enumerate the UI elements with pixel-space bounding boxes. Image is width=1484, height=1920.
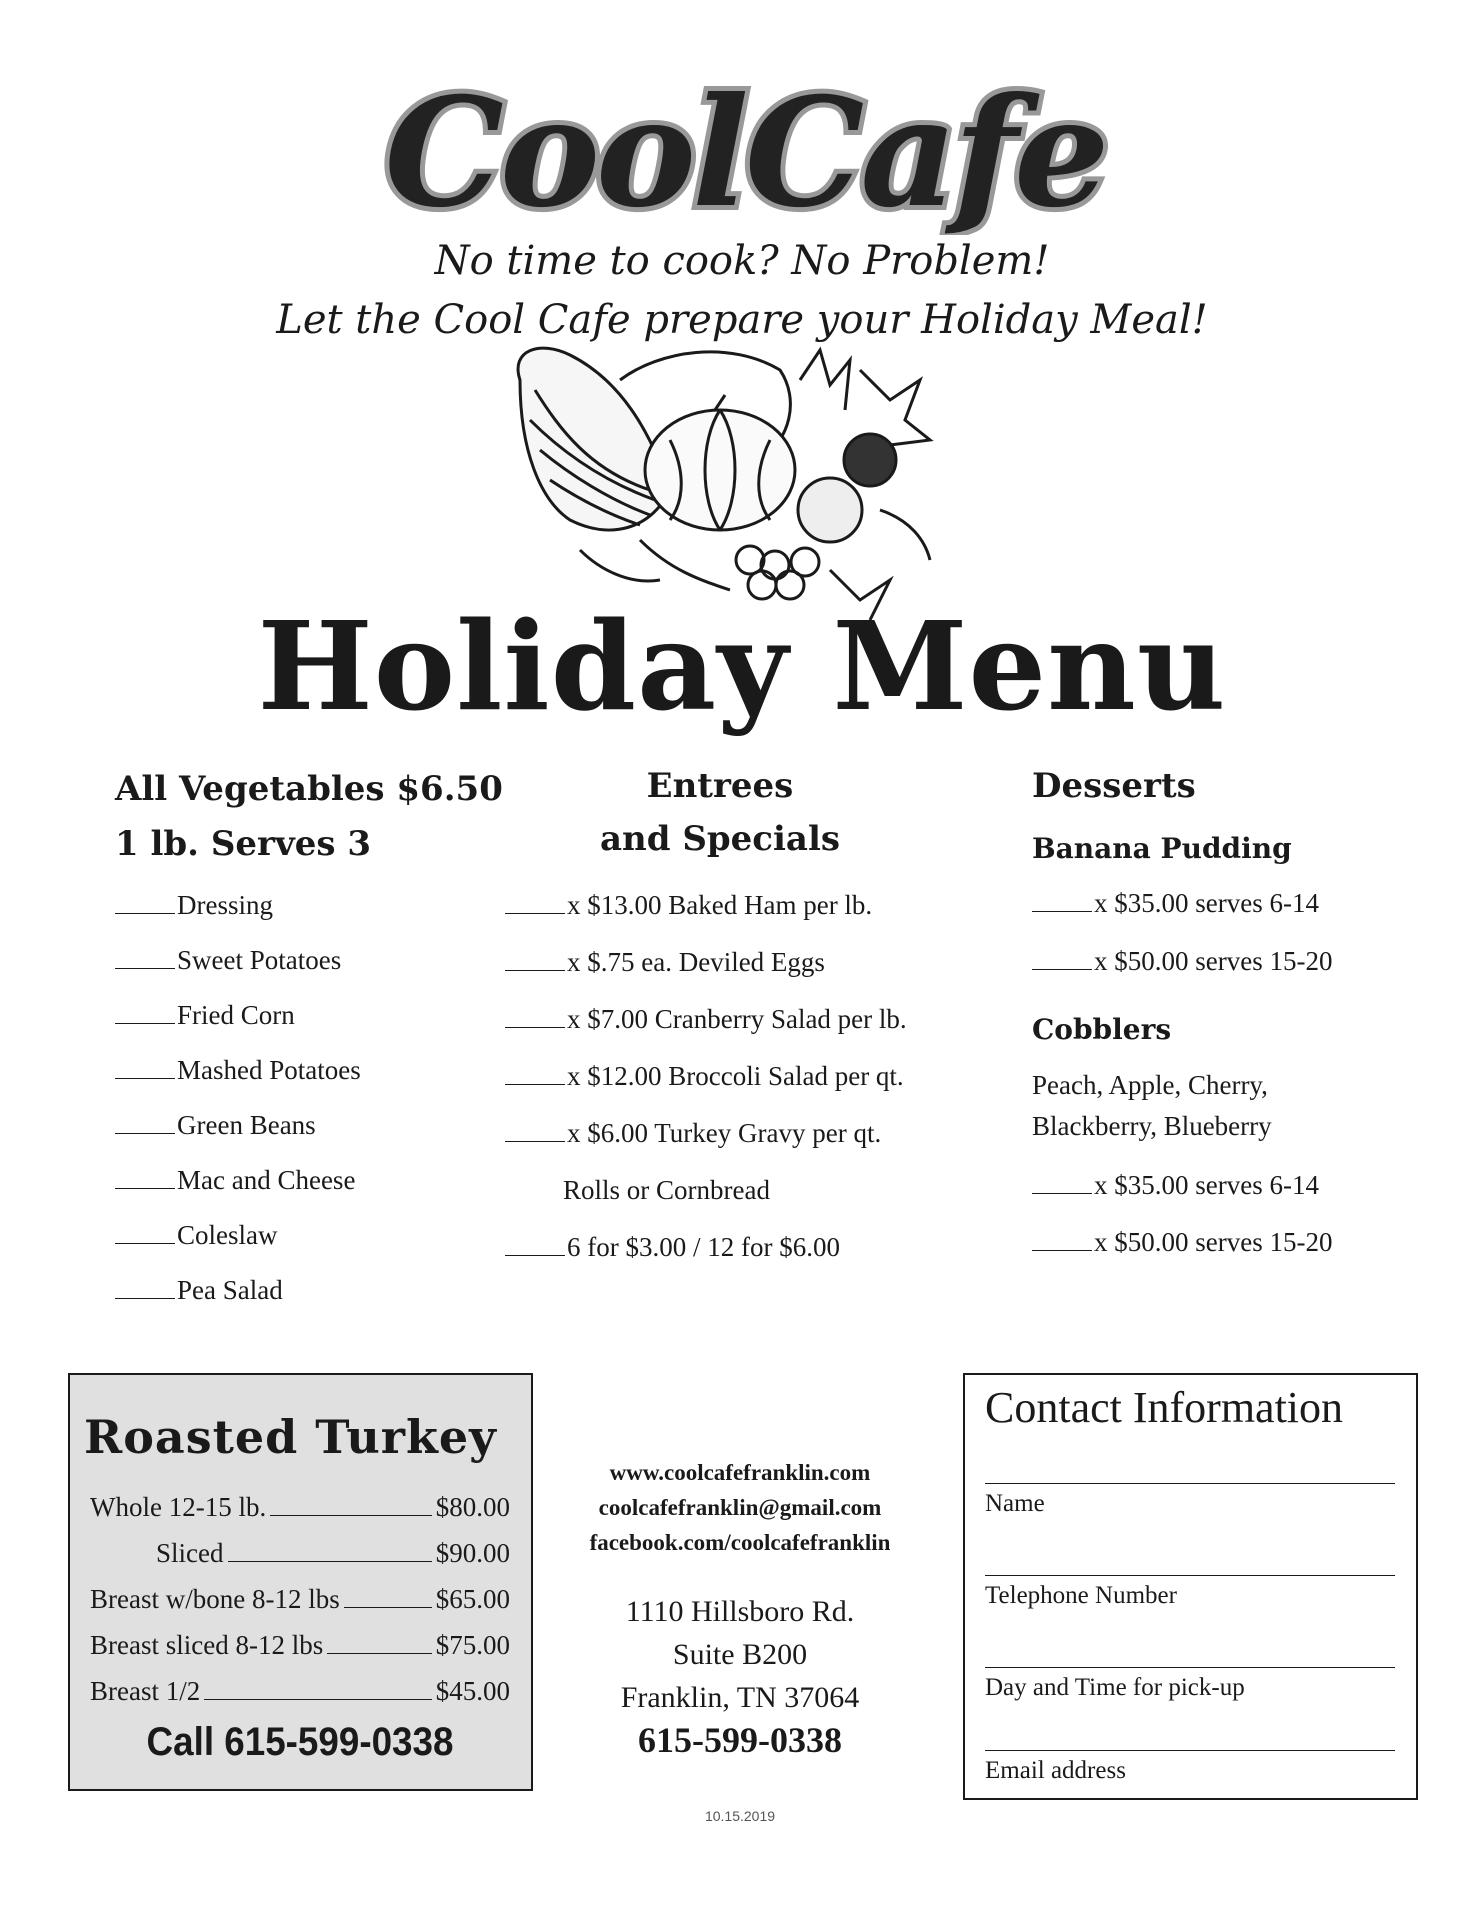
address-line-2: Suite B200 [672, 1638, 808, 1671]
entree-item[interactable] [505, 1061, 904, 1092]
veg-item[interactable] [115, 1275, 283, 1306]
cobbler-item-label: x $50.00 serves 15-20 [1094, 1227, 1333, 1257]
email-address-label: Email address [985, 1757, 1126, 1784]
veg-item[interactable] [115, 1110, 316, 1141]
veg-item-label: Pea Salad [177, 1275, 283, 1305]
veg-item[interactable] [115, 1055, 361, 1086]
veg-item-label: Green Beans [177, 1110, 316, 1140]
veg-item[interactable] [115, 1000, 295, 1031]
telephone-label: Telephone Number [985, 1582, 1177, 1609]
pudding-item-label: x $50.00 serves 15-20 [1094, 946, 1333, 976]
entree-item-label: x $13.00 Baked Ham per lb. [567, 890, 873, 920]
turkey-call-phone[interactable]: Call 615-599-0338 [146, 1720, 454, 1764]
pickup-time-label: Day and Time for pick-up [985, 1674, 1245, 1701]
vegetables-subheading: 1 lb. Serves 3 [115, 824, 371, 864]
entree-item-label: x $12.00 Broccoli Salad per qt. [567, 1061, 904, 1091]
website-link[interactable]: www.coolcafefranklin.com [609, 1460, 871, 1485]
turkey-row: Sliced $90.00 [156, 1538, 510, 1568]
veg-item-label: Fried Corn [177, 1000, 295, 1030]
entree-item-label: x $7.00 Cranberry Salad per lb. [567, 1004, 907, 1034]
cool-cafe-logo [0, 70, 1484, 235]
pudding-item[interactable] [1032, 888, 1319, 919]
turkey-row: Breast 1/2 $45.00 [90, 1676, 510, 1706]
contact-form-title: Contact Information [985, 1383, 1344, 1432]
tagline-line-1: No time to cook? No Problem! [434, 238, 1050, 284]
rolls-price: 6 for $3.00 / 12 for $6.00 [567, 1232, 840, 1262]
address-line-1: 1110 Hillsboro Rd. [625, 1595, 855, 1628]
email-link[interactable]: coolcafefranklin@gmail.com [598, 1495, 882, 1520]
veg-item[interactable] [115, 1220, 278, 1251]
entree-item[interactable] [505, 947, 825, 978]
veg-item[interactable] [115, 1165, 355, 1196]
telephone-field[interactable] [985, 1575, 1395, 1576]
pudding-item-label: x $35.00 serves 6-14 [1094, 888, 1319, 918]
cobbler-item[interactable] [1032, 1227, 1332, 1258]
cobblers-heading: Cobblers [1032, 1013, 1172, 1046]
veg-item-label: Dressing [177, 890, 273, 920]
cobbler-flavors-2: Blackberry, Blueberry [1032, 1111, 1272, 1141]
entree-item-label: x $.75 ea. Deviled Eggs [567, 947, 825, 977]
entree-item[interactable] [505, 1004, 907, 1035]
vegetables-heading: All Vegetables $6.50 [115, 769, 503, 809]
pudding-item[interactable] [1032, 946, 1332, 977]
entree-item[interactable] [505, 890, 872, 921]
address-line-3: Franklin, TN 37064 [620, 1681, 860, 1714]
veg-item-label: Mac and Cheese [177, 1165, 356, 1195]
date-stamp: 10.15.2019 [704, 1808, 776, 1824]
entree-item-label: x $6.00 Turkey Gravy per qt. [567, 1118, 882, 1148]
veg-item-label: Coleslaw [177, 1220, 278, 1250]
page-title: Holiday Menu [257, 594, 1227, 738]
logo-text: CoolCafe [384, 70, 1106, 235]
banana-pudding-heading: Banana Pudding [1032, 832, 1292, 865]
facebook-link[interactable]: facebook.com/coolcafefranklin [589, 1530, 891, 1555]
turkey-row: Breast sliced 8-12 lbs $75.00 [90, 1630, 510, 1660]
name-field[interactable] [985, 1483, 1395, 1484]
cobbler-item-label: x $35.00 serves 6-14 [1094, 1170, 1319, 1200]
entree-item[interactable] [505, 1118, 881, 1149]
pickup-time-field[interactable] [985, 1667, 1395, 1668]
rolls-item[interactable] [505, 1232, 840, 1263]
veg-item-label: Mashed Potatoes [177, 1055, 361, 1085]
veg-item-label: Sweet Potatoes [177, 945, 342, 975]
cobbler-item[interactable] [1032, 1170, 1319, 1201]
cobbler-flavors-1: Peach, Apple, Cherry, [1032, 1070, 1268, 1100]
veg-item[interactable] [115, 890, 273, 921]
turkey-title: Roasted Turkey [84, 1410, 497, 1464]
desserts-heading: Desserts [1032, 766, 1196, 806]
veg-item[interactable] [115, 945, 341, 976]
name-label: Name [985, 1490, 1045, 1517]
email-field[interactable] [985, 1750, 1395, 1751]
entrees-heading: Entrees [646, 766, 794, 806]
turkey-row: Breast w/bone 8-12 lbs $65.00 [90, 1584, 510, 1614]
entrees-subheading: and Specials [599, 819, 841, 859]
cornucopia-illustration [500, 340, 940, 630]
center-phone[interactable]: 615-599-0338 [638, 1720, 842, 1760]
tagline-line-2: Let the Cool Cafe prepare your Holiday Meal! [276, 297, 1208, 343]
rolls-label: Rolls or Cornbread [563, 1175, 770, 1205]
turkey-row: Whole 12-15 lb. $80.00 [90, 1492, 510, 1522]
